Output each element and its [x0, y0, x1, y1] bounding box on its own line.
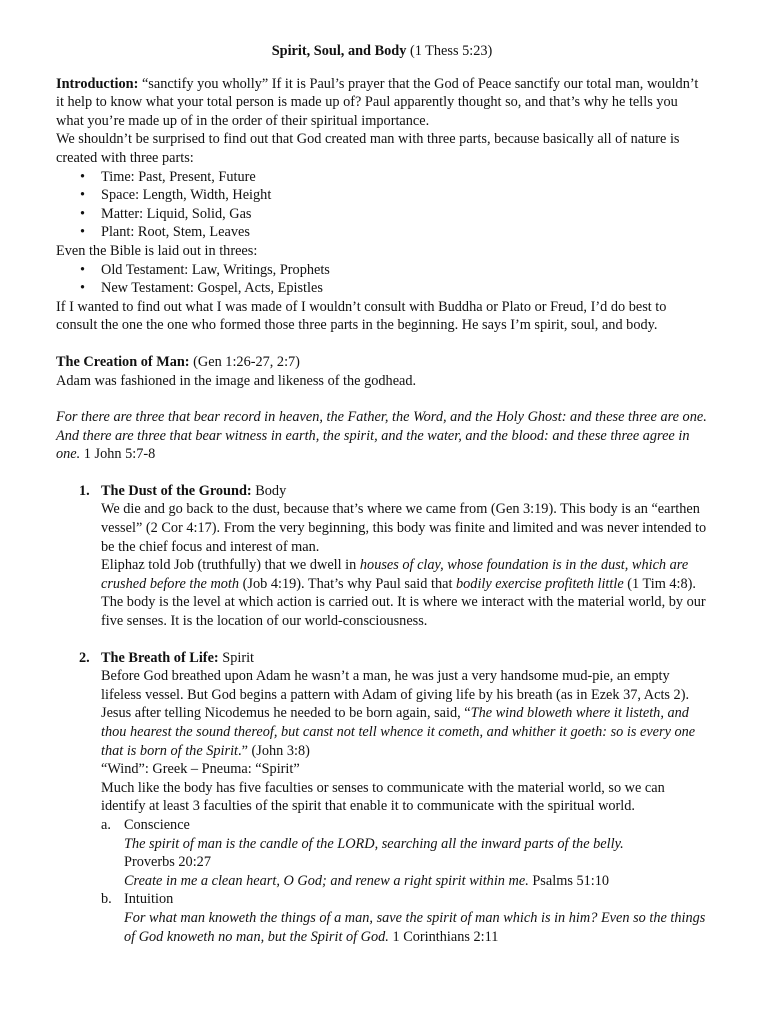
text-run: (Job 4:19). That’s why Paul said that: [239, 575, 456, 592]
quote-text: For there are three that bear record in heaven, the Father, the Word, and the Holy Ghost: and these three are one. And there are three that bear witness in earth, the spirit, and the water, and the blood: and these three agree in one.: [56, 409, 707, 463]
section-heading: [101, 482, 708, 501]
section-paragraph: [101, 556, 708, 593]
section-paragraph: [101, 704, 708, 760]
list-item: • New Testament: Gospel, Acts, Epistles: [80, 279, 708, 298]
nature-list: [56, 168, 708, 242]
title-text: Spirit, Soul, and Body: [271, 43, 407, 59]
faculty-conscience: [101, 816, 708, 890]
intro-paragraph-4: If I wanted to find out what I was made of I wouldn’t consult with Buddha or Plato or Freud, I’d do best to consult the one the one who formed those three parts in the beginning. He says I’m spirit, soul, and body.: [56, 298, 667, 334]
section-number: 1.: [79, 482, 90, 499]
section-word: Spirit: [222, 649, 255, 666]
italic-run: For what man knoweth the things of a man, save the spirit of man which is in him? Even so the things of God knoweth no man, but the Spirit of God.: [124, 909, 706, 945]
intro-paragraph-2: We shouldn’t be surprised to find out that God created man with three parts, because basically all of nature is created with three parts:: [56, 131, 680, 166]
italic-run: bodily exercise profiteth little: [456, 575, 624, 592]
italic-run: The spirit of man is the candle of the LORD, searching all the inward parts of the belly.: [124, 835, 624, 852]
text-run: .” (John 3:8): [238, 742, 310, 759]
list-item: • Time: Past, Present, Future: [80, 168, 708, 187]
text-run: Eliphaz told Job (truthfully) that we dwell in: [101, 557, 360, 574]
creation-heading: [56, 353, 708, 372]
intro-paragraph-1: [56, 75, 708, 131]
faculty-reference: 1 Corinthians 2:11: [392, 928, 499, 945]
creation-quote: [56, 408, 708, 464]
italic-run: Create in me a clean heart, O God; and renew a right spirit within me.: [124, 872, 529, 889]
intro-paragraph-3: Even the Bible is laid out in threes:: [56, 242, 258, 259]
introduction-section: [56, 75, 708, 335]
section-paragraph: Before God breathed upon Adam he wasn’t a man, he was just a very handsome mud-pie, an empty lifeless vessel. But God begins a pattern with Adam of giving life by his breath (as in Ezek 37, Acts 2).: [101, 668, 690, 703]
bible-list: [56, 261, 708, 298]
title-reference: (1 Thess 5:23): [409, 43, 493, 59]
list-item: • Matter: Liquid, Solid, Gas: [80, 205, 708, 224]
section-paragraph: Much like the body has five faculties or senses to communicate with the material world, so we can identify at least 3 faculties of the spirit that enable it to communicate with the spiritual world.: [101, 779, 665, 815]
text-run: (1 Tim 4:8).: [623, 575, 696, 592]
faculty-letter: a.: [101, 816, 111, 833]
list-item: • Space: Length, Width, Height: [80, 186, 708, 205]
faculty-name: Conscience: [124, 816, 190, 833]
section-body: [56, 482, 708, 631]
text-run: Jesus after telling Nicodemus he needed to be born again, said, “: [101, 705, 471, 722]
faculties-list: [101, 816, 708, 946]
creation-section: [56, 353, 708, 464]
italic-run: houses of clay, whose foundation is in the dust, which are crushed before the moth: [101, 557, 689, 592]
faculty-quote: [124, 872, 708, 891]
section-paragraph: “Wind”: Greek – Pneuma: “Spirit”: [101, 761, 300, 778]
creation-label: The Creation of Man:: [56, 353, 190, 370]
intro-text-1: “sanctify you wholly” If it is Paul’s prayer that the God of Peace sanctify our total man, wouldn’t it help to know what your total person is made up of? Paul apparently thought so, and that’s why he tells you what you’re made up of in the order of their spiritual importance.: [56, 75, 699, 129]
creation-paragraph: Adam was fashioned in the image and likeness of the godhead.: [56, 372, 417, 389]
faculty-reference: Proverbs 20:27: [124, 854, 211, 871]
list-item: • Old Testament: Law, Writings, Prophets: [80, 261, 708, 280]
italic-run: The wind bloweth where it listeth, and thou hearest the sound thereof, but canst not tell whence it cometh, and whither it goeth: so is every one that is born of the Spirit: [101, 705, 696, 759]
document-title: [56, 42, 708, 61]
sections-list: [56, 482, 708, 946]
faculty-quote: [124, 835, 708, 854]
section-spirit: [56, 649, 708, 947]
faculty-intuition: [101, 890, 708, 946]
faculty-letter: b.: [101, 891, 112, 908]
section-paragraph: We die and go back to the dust, because that’s where we came from (Gen 3:19). This body is an “earthen vessel” (2 Cor 4:17). From the very beginning, this body was finite and limited and was never intended to be the chief focus and interest of man.: [101, 501, 707, 555]
section-heading: [101, 649, 708, 668]
intro-label: Introduction:: [56, 75, 139, 92]
section-paragraph: The body is the level at which action is carried out. It is where we interact with the material world, by our five senses. It is the location of our world-consciousness.: [101, 594, 706, 630]
quote-reference: 1 John 5:7-8: [83, 446, 156, 463]
spacer: [56, 631, 708, 649]
section-number: 2.: [79, 649, 90, 666]
faculty-quote: [124, 909, 708, 946]
faculty-name: Intuition: [124, 891, 174, 908]
section-label: The Dust of the Ground:: [101, 482, 252, 499]
creation-reference: (Gen 1:26-27, 2:7): [193, 353, 300, 370]
section-word: Body: [255, 482, 287, 499]
section-label: The Breath of Life:: [101, 649, 219, 666]
list-item: • Plant: Root, Stem, Leaves: [80, 223, 708, 242]
faculty-reference: Psalms 51:10: [532, 872, 610, 889]
